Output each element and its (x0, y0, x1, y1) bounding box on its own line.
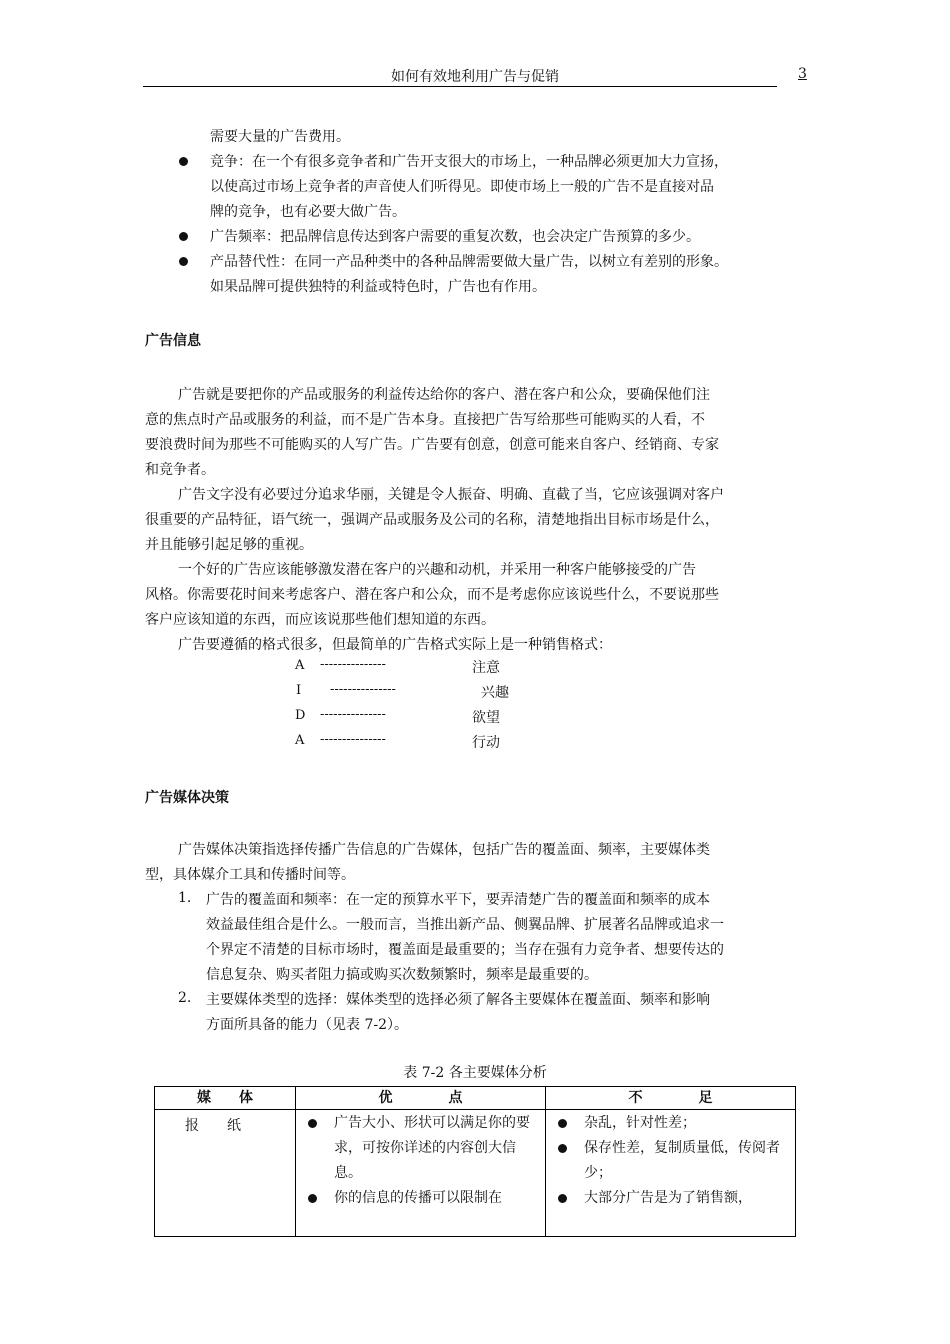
list-item-line: 效益最佳组合是什么。一般而言，当推出新产品、侧翼品牌、扩展著名品牌或追求一 (206, 917, 724, 933)
paragraph-line: 风格。你需要花时间来考虑客户、潜在客户和公众，而不是考虑你应该说些什么，不要说那些 (145, 587, 719, 603)
cons-item (546, 1111, 795, 1136)
pros-cell (296, 1110, 546, 1237)
bullet-competition-line: 牌的竞争，也有必要大做广告。 (210, 204, 406, 220)
list-item-line: 信息复杂、购买者阻力搞或购买次数频繁时，频率是最重要的。 (206, 967, 598, 983)
list-item-line: 方面所具备的能力（见表 7-2）。 (206, 1017, 408, 1033)
bullet-substitution-line: 如果品牌可提供独特的利益或特色时，广告也有作用。 (210, 279, 546, 295)
pros-item (296, 1111, 545, 1186)
paragraph-line: 一个好的广告应该能够激发潜在客户的兴趣和动机，并采用一种客户能够接受的广告 (178, 562, 696, 578)
aida-meaning: 欲望 (472, 710, 500, 726)
bullet-icon (558, 1194, 567, 1203)
list-number: 2. (178, 990, 192, 1006)
aida-meaning: 注意 (472, 660, 500, 676)
paragraph-line: 很重要的产品特征，语气统一，强调产品或服务及公司的名称，清楚地指出目标市场是什么， (145, 512, 719, 528)
page-number: 3 (798, 66, 807, 82)
cons-item-text: 大部分广告是为了销售额， (584, 1190, 752, 1206)
paragraph-line: 广告媒体决策指选择传播广告信息的广告媒体，包括广告的覆盖面、频率，主要媒体类 (178, 842, 710, 858)
paragraph-line: 和竞争者。 (145, 462, 215, 478)
aida-meaning: 行动 (472, 735, 500, 751)
paragraph-line: 广告就是要把你的产品或服务的利益传达给你的客户、潜在客户和公众，要确保他们注 (178, 387, 710, 403)
section-heading-media-decision: 广告媒体决策 (145, 790, 229, 806)
bullet-competition-line: 竞争：在一个有很多竞争者和广告开支很大的市场上，一种品牌必须更加大力宣扬， (210, 154, 728, 170)
bullet-substitution-line: 产品替代性：在同一产品种类中的各种品牌需要做大量广告，以树立有差别的形象。 (210, 254, 728, 270)
paragraph-line: 并且能够引起足够的重视。 (145, 537, 313, 553)
bullet-icon (179, 157, 188, 166)
bullet-icon (179, 257, 188, 266)
running-header-title: 如何有效地利用广告与促销 (391, 69, 559, 85)
media-cell (155, 1110, 296, 1237)
paragraph-line: 要浪费时间为那些不可能购买的人写广告。广告要有创意，创意可能来自客户、经销商、专家 (145, 437, 719, 453)
pros-item-text: 你的信息的传播可以限制在 (334, 1190, 502, 1206)
paragraph-line: 广告文字没有必要过分追求华丽，关键是令人振奋、明确、直截了当，它应该强调对客户 (178, 487, 724, 503)
list-item-line: 广告的覆盖面和频率：在一定的预算水平下，要弄清楚广告的覆盖面和频率的成本 (206, 892, 710, 908)
paragraph-line: 意的焦点时产品或服务的利益，而不是广告本身。直接把广告写给那些可能购买的人看，不 (145, 412, 705, 428)
pros-item-text: 广告大小、形状可以满足你的要求，可按你详述的内容创大信息。 (334, 1115, 530, 1181)
column-header-pros: 优 点 (296, 1087, 546, 1110)
paragraph-line: 客户应该知道的东西，而应该说那些他们想知道的东西。 (145, 612, 495, 628)
bullet-competition-line: 以使高过市场上竞争者的声音使人们听得见。即使市场上一般的广告不是直接对品 (210, 179, 714, 195)
aida-letter: A (295, 733, 305, 748)
table-caption: 表 7-2 各主要媒体分析 (403, 1065, 547, 1081)
cons-item-text: 保存性差，复制质量低，传阅者少； (584, 1140, 780, 1181)
aida-dash: --------------- (330, 682, 396, 697)
pros-item (296, 1186, 545, 1211)
table-header-row (155, 1087, 796, 1110)
media-name: 报 纸 (185, 1118, 241, 1134)
cons-item (546, 1186, 795, 1211)
bullet-icon (308, 1194, 317, 1203)
cons-item-text: 杂乱，针对性差； (584, 1115, 696, 1131)
cons-item (546, 1136, 795, 1186)
paragraph-line: 广告要遵循的格式很多，但最简单的广告格式实际上是一种销售格式： (178, 637, 612, 653)
section-heading-ad-message: 广告信息 (145, 333, 201, 349)
list-item-line: 主要媒体类型的选择：媒体类型的选择必须了解各主要媒体在覆盖面、频率和影响 (206, 992, 710, 1008)
table-row (155, 1110, 796, 1237)
aida-meaning: 兴趣 (481, 685, 509, 701)
header-rule (143, 86, 777, 87)
list-item-line: 个界定不清楚的目标市场时，覆盖面是最重要的；当存在强有力竞争者、想要传达的 (206, 942, 724, 958)
column-header-media: 媒 体 (155, 1087, 296, 1110)
media-analysis-table (154, 1086, 796, 1237)
bullet-frequency-line: 广告频率：把品牌信息传达到客户需要的重复次数，也会决定广告预算的多少。 (210, 229, 700, 245)
aida-letter: I (296, 683, 302, 698)
aida-dash: --------------- (320, 657, 386, 672)
bullet-icon (558, 1119, 567, 1128)
bullet-icon (558, 1144, 567, 1153)
aida-dash: --------------- (320, 707, 386, 722)
cons-cell (546, 1110, 796, 1237)
paragraph-line: 型，具体媒介工具和传播时间等。 (145, 867, 355, 883)
column-header-cons: 不 足 (546, 1087, 796, 1110)
aida-dash: --------------- (320, 732, 386, 747)
bullet-icon (308, 1119, 317, 1128)
intro-line: 需要大量的广告费用。 (210, 129, 350, 145)
list-number: 1. (178, 890, 192, 906)
aida-letter: A (295, 658, 305, 673)
bullet-icon (179, 232, 188, 241)
aida-letter: D (295, 708, 306, 723)
